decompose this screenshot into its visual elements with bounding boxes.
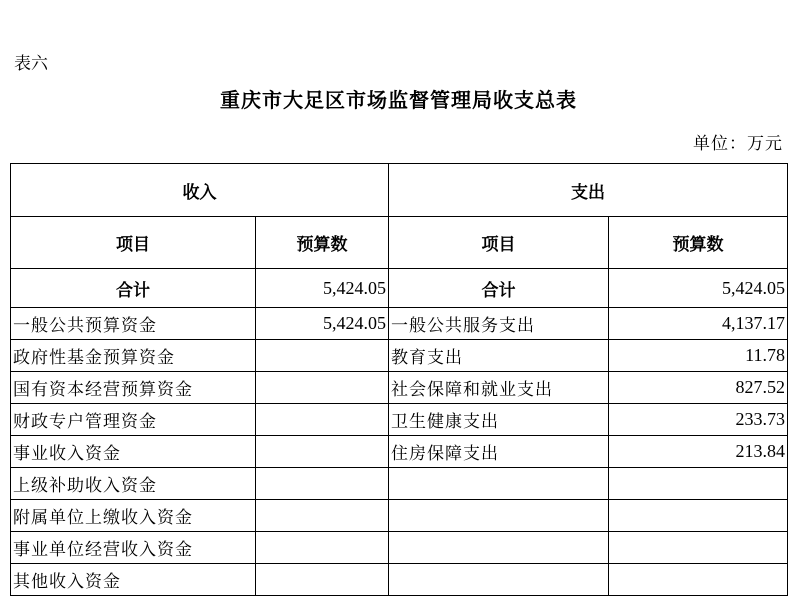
income-item: 事业收入资金 <box>11 436 256 468</box>
income-item: 政府性基金预算资金 <box>11 340 256 372</box>
expense-item: 社会保障和就业支出 <box>389 372 609 404</box>
page-title: 重庆市大足区市场监督管理局收支总表 <box>220 88 577 112</box>
income-item: 一般公共预算资金 <box>11 308 256 340</box>
expense-item-header: 项目 <box>389 217 609 269</box>
table-row <box>11 372 788 404</box>
unit-label: 单位：万元 <box>693 134 783 154</box>
income-value <box>256 372 389 404</box>
expense-value <box>609 564 788 596</box>
income-budget-header: 预算数 <box>256 217 389 269</box>
income-item: 事业单位经营收入资金 <box>11 532 256 564</box>
expense-value: 827.52 <box>609 372 788 404</box>
income-value <box>256 404 389 436</box>
income-header: 收入 <box>11 164 389 217</box>
section-header-row <box>11 164 788 217</box>
expense-value: 233.73 <box>609 404 788 436</box>
income-value: 5,424.05 <box>256 308 389 340</box>
expense-value: 4,137.17 <box>609 308 788 340</box>
expense-value <box>609 468 788 500</box>
expense-item <box>389 532 609 564</box>
expense-item <box>389 564 609 596</box>
budget-table <box>10 163 788 596</box>
income-item: 附属单位上缴收入资金 <box>11 500 256 532</box>
expense-item: 一般公共服务支出 <box>389 308 609 340</box>
income-item: 国有资本经营预算资金 <box>11 372 256 404</box>
table-row <box>11 340 788 372</box>
table-row <box>11 404 788 436</box>
expense-total-label: 合计 <box>389 269 609 308</box>
income-item: 财政专户管理资金 <box>11 404 256 436</box>
table-row <box>11 564 788 596</box>
expense-item: 住房保障支出 <box>389 436 609 468</box>
income-value <box>256 532 389 564</box>
income-value <box>256 436 389 468</box>
income-value <box>256 564 389 596</box>
expense-value: 11.78 <box>609 340 788 372</box>
expense-header: 支出 <box>389 164 788 217</box>
table-row <box>11 308 788 340</box>
table-number-label: 表六 <box>14 54 48 74</box>
total-row <box>11 269 788 308</box>
table-row <box>11 436 788 468</box>
income-total-value: 5,424.05 <box>256 269 389 308</box>
column-header-row <box>11 217 788 269</box>
expense-item <box>389 468 609 500</box>
expense-value <box>609 532 788 564</box>
table-row <box>11 532 788 564</box>
expense-value: 213.84 <box>609 436 788 468</box>
income-item-header: 项目 <box>11 217 256 269</box>
income-value <box>256 340 389 372</box>
expense-item <box>389 500 609 532</box>
expense-budget-header: 预算数 <box>609 217 788 269</box>
income-item: 其他收入资金 <box>11 564 256 596</box>
income-value <box>256 500 389 532</box>
table-row <box>11 500 788 532</box>
income-value <box>256 468 389 500</box>
table-row <box>11 468 788 500</box>
expense-value <box>609 500 788 532</box>
expense-item: 卫生健康支出 <box>389 404 609 436</box>
expense-total-value: 5,424.05 <box>609 269 788 308</box>
expense-item: 教育支出 <box>389 340 609 372</box>
income-total-label: 合计 <box>11 269 256 308</box>
income-item: 上级补助收入资金 <box>11 468 256 500</box>
